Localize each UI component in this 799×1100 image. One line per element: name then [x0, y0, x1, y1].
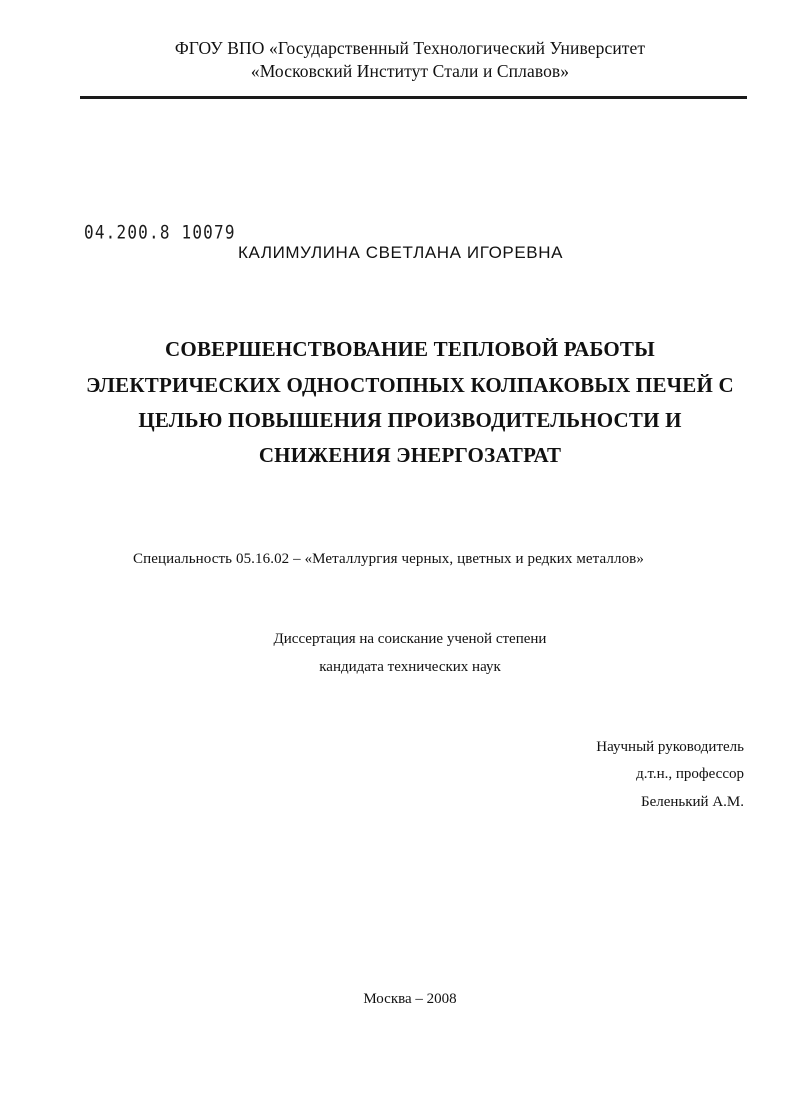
dissertation-line-2: кандидата технических наук [319, 659, 501, 675]
title-line-2: ЭЛЕКТРИЧЕСКИХ ОДНОСТОПНЫХ КОЛПАКОВЫХ ПЕЧЕЙ С [86, 373, 734, 397]
author-name: КАЛИМУЛИНА СВЕТЛАНА ИГОРЕВНА [238, 243, 564, 262]
archive-number: 04.200.8 10079 [84, 221, 236, 243]
header-divider [80, 96, 747, 99]
supervisor-name: Беленький А.М. [640, 794, 744, 810]
supervisor-role: Научный руководитель [596, 739, 744, 755]
dissertation-line-1: Диссертация на соискание ученой степени [273, 631, 547, 647]
title-line-4: СНИЖЕНИЯ ЭНЕРГОЗАТРАТ [258, 443, 562, 467]
city-year: Москва – 2008 [363, 991, 457, 1007]
organization-line-1: ФГОУ ВПО «Государственный Технологический Университет [174, 38, 646, 58]
organization-line-2: «Московский Институт Стали и Сплавов» [250, 61, 570, 81]
supervisor-degree: д.т.н., профессор [636, 766, 744, 782]
specialty-line: Специальность 05.16.02 – «Металлургия черных, цветных и редких металлов» [133, 551, 644, 567]
title-line-3: ЦЕЛЬЮ ПОВЫШЕНИЯ ПРОИЗВОДИТЕЛЬНОСТИ И [138, 408, 682, 432]
title-line-1: СОВЕРШЕНСТВОВАНИЕ ТЕПЛОВОЙ РАБОТЫ [165, 337, 655, 361]
